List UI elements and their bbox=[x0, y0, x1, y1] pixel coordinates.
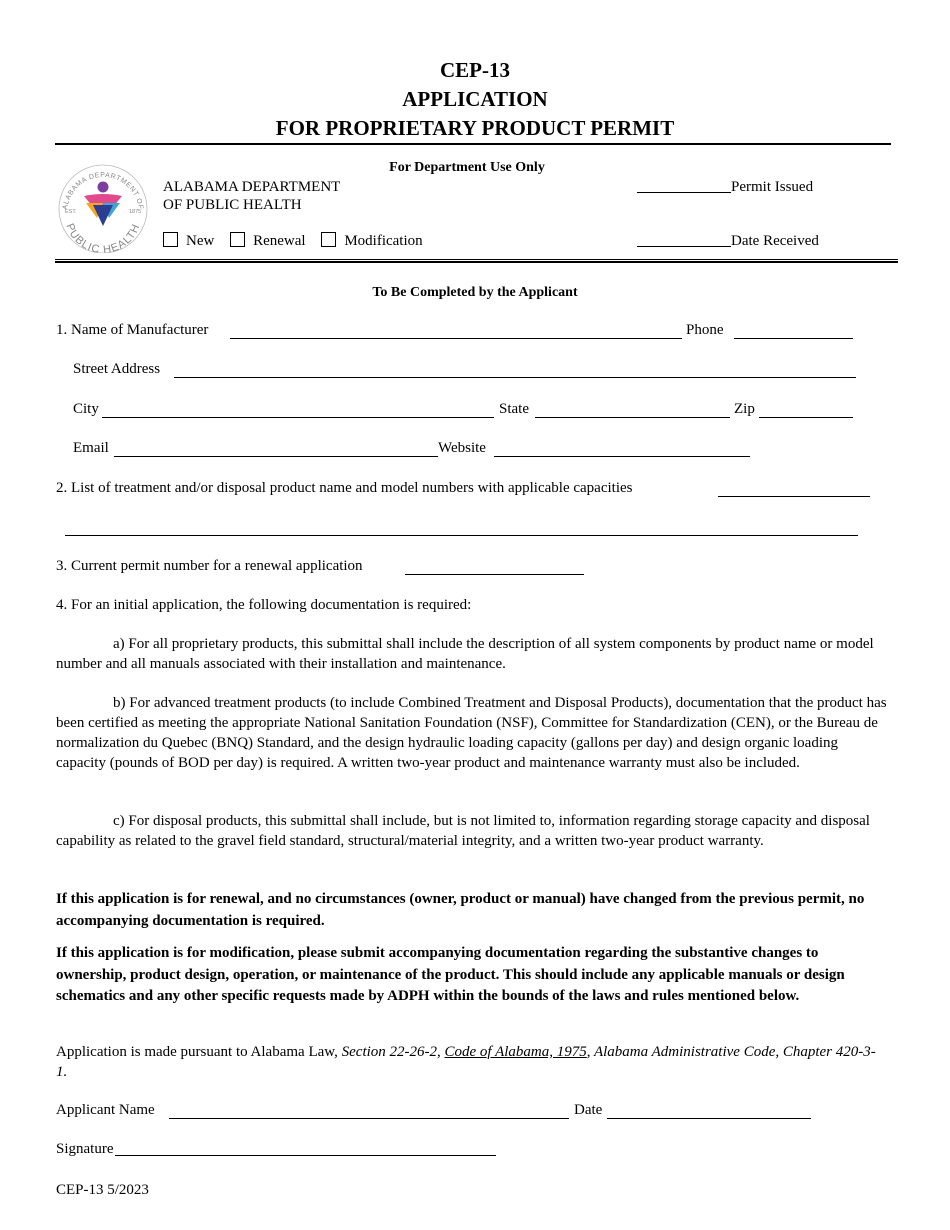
date-input[interactable] bbox=[607, 1118, 811, 1119]
date-label: Date bbox=[574, 1102, 603, 1118]
current-permit-input[interactable] bbox=[405, 574, 584, 575]
modification-label: Modification bbox=[344, 233, 423, 249]
legal-section: Section 22-26-2 bbox=[341, 1044, 438, 1060]
legal-separator: , bbox=[437, 1044, 445, 1060]
initial-application-label: 4. For an initial application, the following documentation is required: bbox=[56, 597, 472, 613]
application-type-options bbox=[163, 232, 423, 250]
city-label: City bbox=[73, 401, 99, 417]
email-input[interactable] bbox=[114, 456, 438, 457]
applicant-name-input[interactable] bbox=[169, 1118, 569, 1119]
manufacturer-input[interactable] bbox=[230, 338, 682, 339]
website-label: Website bbox=[438, 440, 486, 456]
state-input[interactable] bbox=[535, 417, 730, 418]
renewal-label: Renewal bbox=[253, 233, 306, 249]
street-address-label: Street Address bbox=[73, 361, 161, 377]
signature-input[interactable] bbox=[115, 1155, 496, 1156]
product-list-input[interactable] bbox=[718, 496, 870, 497]
form-code: CEP-13 bbox=[440, 58, 510, 82]
agency-name-line1: ALABAMA DEPARTMENT bbox=[163, 179, 341, 195]
email-label: Email bbox=[73, 440, 109, 456]
seal-bottom-text: PUBLIC HEALTH bbox=[63, 221, 143, 253]
permit-issued-line[interactable] bbox=[637, 192, 731, 193]
zip-input[interactable] bbox=[759, 417, 853, 418]
seal-year: 1875 bbox=[129, 209, 142, 215]
requirement-b: b) For advanced treatment products (to include Combined Treatment and Disposal Products), documentation that the product has been certified as meeting the appropriate National Sanitation Foundation (NSF), Committee for Standardization (CEN), or the Bureau de normalization du Quebec (BNQ) Standard, and the design hydraulic loading capacity (gallons per day) and design organic loading capacity (pounds of BOD per day) is required. A written two-year product and maintenance warranty must also be included. bbox=[56, 695, 887, 771]
legal-code: Code of Alabama, 1975 bbox=[444, 1044, 587, 1060]
legal-suffix: , Alabama Administrative Code, Chapter 420-3-1. bbox=[56, 1044, 876, 1080]
requirement-c: c) For disposal products, this submittal shall include, but is not limited to, information regarding storage capacity and disposal capability as related to the gravel field standard, structural/material integrity, and a written two-year product warranty. bbox=[56, 813, 870, 849]
street-address-input[interactable] bbox=[174, 377, 856, 378]
dept-box-rule-thick bbox=[55, 261, 898, 263]
new-label: New bbox=[186, 233, 215, 249]
state-label: State bbox=[499, 401, 529, 417]
date-received-label: Date Received bbox=[731, 233, 819, 249]
applicant-name-label: Applicant Name bbox=[56, 1102, 155, 1118]
svg-text:PUBLIC HEALTH bbox=[63, 222, 142, 253]
adph-seal-logo bbox=[57, 163, 149, 253]
form-version-footer: CEP-13 5/2023 bbox=[56, 1182, 149, 1198]
legal-prefix: Application is made pursuant to Alabama Law, bbox=[56, 1044, 342, 1060]
phone-label: Phone bbox=[686, 322, 724, 338]
dept-use-only-label: For Department Use Only bbox=[389, 160, 545, 175]
product-list-input-line2[interactable] bbox=[65, 535, 858, 536]
agency-name-line2: OF PUBLIC HEALTH bbox=[163, 197, 302, 213]
signature-label: Signature bbox=[56, 1141, 114, 1157]
date-received-line[interactable] bbox=[637, 246, 731, 247]
legal-statement bbox=[56, 1042, 886, 1082]
phone-input[interactable] bbox=[734, 338, 853, 339]
renewal-checkbox[interactable] bbox=[230, 232, 245, 247]
zip-label: Zip bbox=[734, 401, 755, 417]
seal-est: EST. bbox=[65, 209, 77, 215]
new-checkbox[interactable] bbox=[163, 232, 178, 247]
title-rule bbox=[55, 143, 891, 145]
renewal-notice: If this application is for renewal, and no circumstances (owner, product or manual) have changed from the previous permit, no accompanying documentation is required. bbox=[56, 891, 865, 929]
modification-notice: If this application is for modification, please submit accompanying documentation regarding the substantive changes to ownership, product design, operation, or maintenance of the product. This should include any applicable manuals or design schematics and any other specific requests made by ADPH within the bounds of the laws and rules mentioned below. bbox=[56, 945, 845, 1004]
permit-issued-label: Permit Issued bbox=[731, 179, 814, 195]
applicant-section-heading: To Be Completed by the Applicant bbox=[372, 285, 578, 300]
manufacturer-label: 1. Name of Manufacturer bbox=[56, 322, 209, 338]
seal-top-text: ALABAMA DEPARTMENT OF bbox=[62, 171, 144, 211]
product-list-label: 2. List of treatment and/or disposal product name and model numbers with applicable capacities bbox=[56, 480, 633, 496]
current-permit-label: 3. Current permit number for a renewal application bbox=[56, 558, 363, 574]
requirement-a: a) For all proprietary products, this submittal shall include the description of all system components by product name or model number and all manuals associated with their installation and maintenance. bbox=[56, 636, 874, 672]
form-title-line1: APPLICATION bbox=[402, 87, 548, 111]
form-title-line2: FOR PROPRIETARY PRODUCT PERMIT bbox=[275, 116, 675, 140]
modification-checkbox[interactable] bbox=[321, 232, 336, 247]
website-input[interactable] bbox=[494, 456, 750, 457]
city-input[interactable] bbox=[102, 417, 494, 418]
dept-box-rule-thin bbox=[55, 259, 898, 260]
